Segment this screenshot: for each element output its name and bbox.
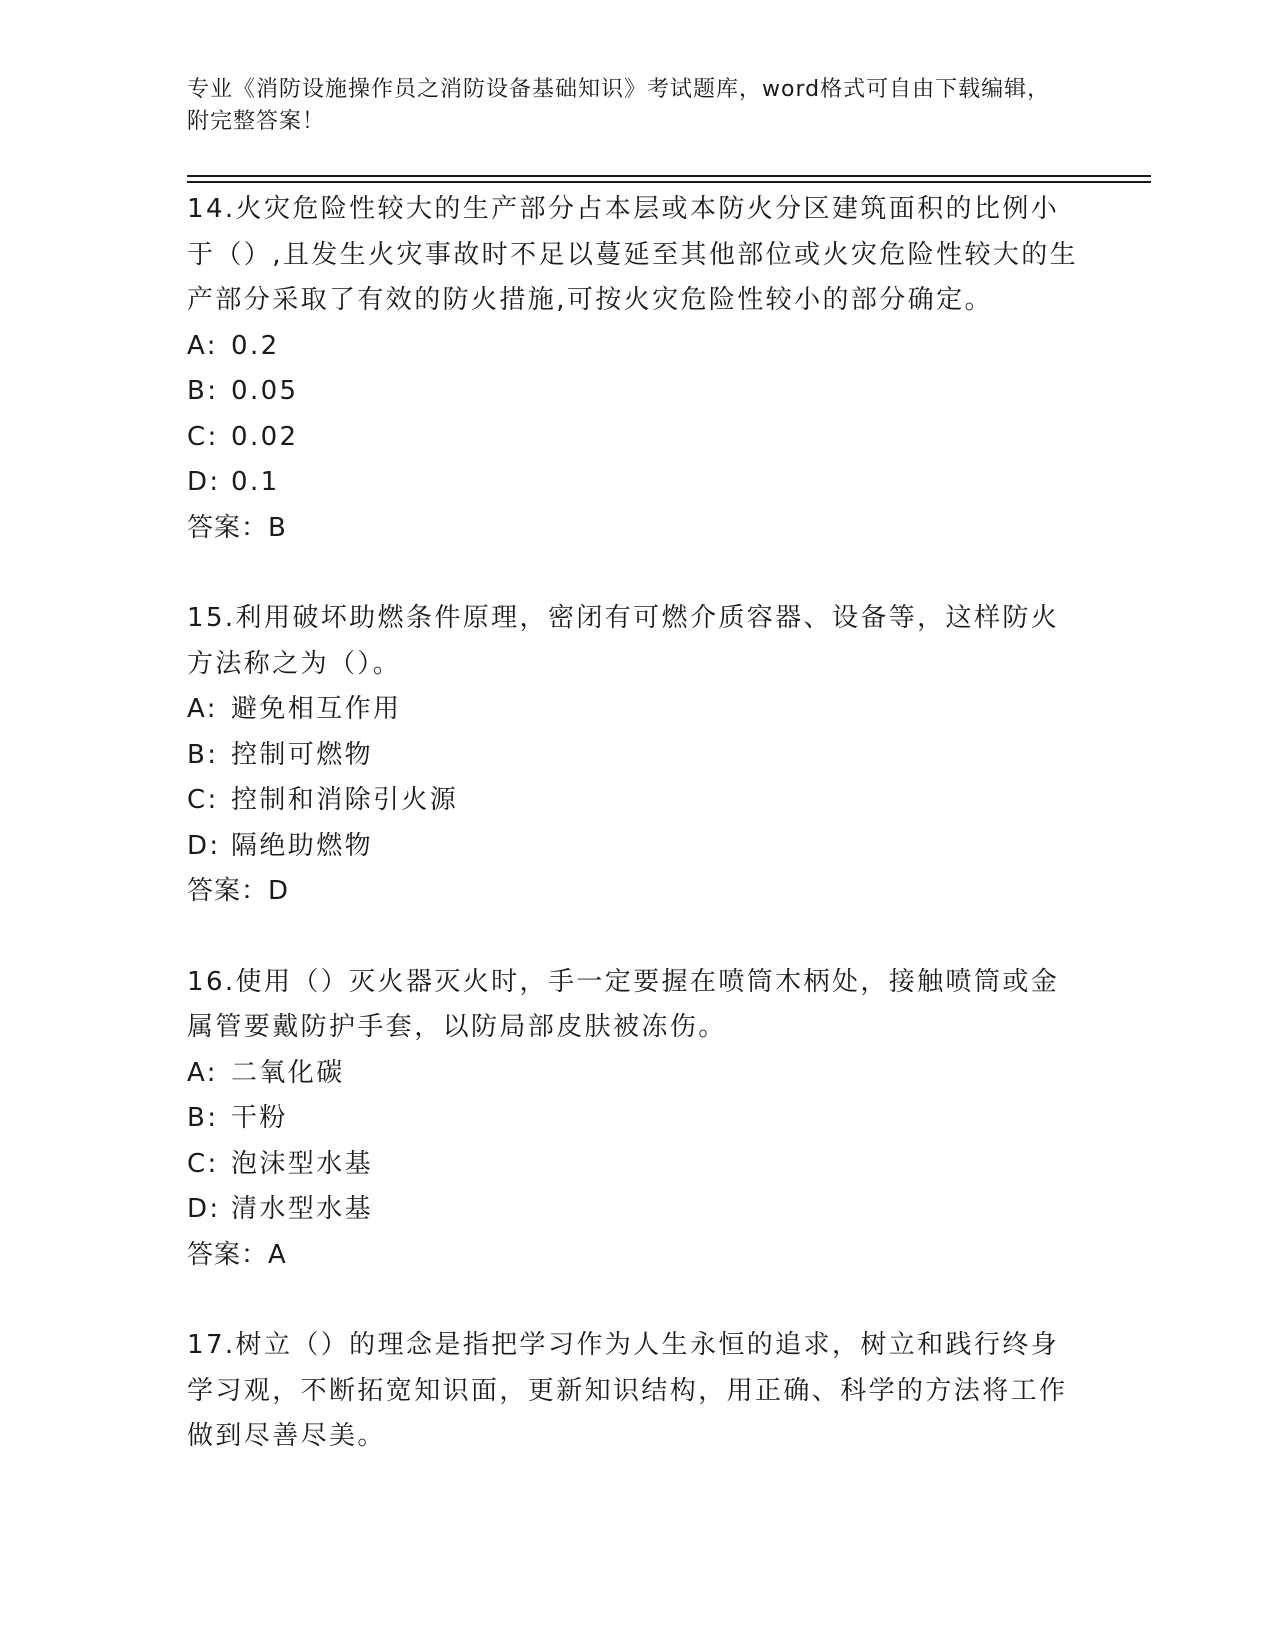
option-letter: C: bbox=[187, 785, 219, 815]
option-c bbox=[187, 778, 1087, 824]
document-header: 专业《消防设施操作员之消防设备基础知识》考试题库，word格式可自由下载编辑，附完整答案！ bbox=[187, 77, 1051, 134]
option-d bbox=[187, 460, 1087, 506]
question-15 bbox=[187, 596, 1087, 915]
option-letter: A: bbox=[187, 694, 218, 724]
option-letter: D: bbox=[187, 830, 221, 861]
question-17 bbox=[187, 1323, 1087, 1460]
option-c bbox=[187, 415, 1087, 461]
question-text: 15.利用破坏助燃条件原理，密闭有可燃介质容器、设备等，这样防火方法称之为（）。 bbox=[187, 603, 1060, 679]
option-c bbox=[187, 1142, 1087, 1188]
option-letter: B: bbox=[187, 1103, 219, 1133]
option-a bbox=[187, 1051, 1087, 1097]
answer: 答案：D bbox=[187, 876, 290, 906]
option-letter: B: bbox=[187, 376, 219, 406]
answer: 答案：B bbox=[187, 512, 287, 543]
spacer bbox=[187, 551, 1087, 596]
option-text: 隔绝助燃物 bbox=[231, 830, 374, 861]
option-text: 清水型水基 bbox=[231, 1194, 374, 1224]
option-text: 控制可燃物 bbox=[231, 739, 374, 770]
option-a bbox=[187, 324, 1087, 370]
option-letter: B: bbox=[187, 739, 219, 770]
option-text: 0.02 bbox=[231, 421, 299, 452]
option-text: 控制和消除引火源 bbox=[231, 785, 459, 815]
option-text: 泡沫型水基 bbox=[231, 1148, 374, 1179]
question-text: 14.火灾危险性较大的生产部分占本层或本防火分区建筑面积的比例小于（）,且发生火灾事故时不足以蔓延至其他部位或火灾危险性较大的生产部分采取了有效的防火措施,可按火灾危险性较小的部分确定。 bbox=[187, 194, 1079, 315]
option-letter: D: bbox=[187, 1194, 221, 1224]
question-14 bbox=[187, 187, 1087, 551]
option-text: 避免相互作用 bbox=[231, 694, 402, 724]
option-letter: A: bbox=[187, 330, 218, 361]
header-divider-bottom bbox=[187, 181, 1151, 183]
option-b bbox=[187, 1096, 1087, 1142]
option-letter: C: bbox=[187, 1148, 219, 1179]
option-a bbox=[187, 687, 1087, 733]
option-b bbox=[187, 733, 1087, 779]
question-text: 16.使用（）灭火器灭火时，手一定要握在喷筒木柄处，接触喷筒或金属管要戴防护手套，以防局部皮肤被冻伤。 bbox=[187, 966, 1060, 1042]
question-list bbox=[187, 187, 1087, 1460]
spacer bbox=[187, 915, 1087, 960]
question-text: 17.树立（）的理念是指把学习作为人生永恒的追求，树立和践行终身学习观，不断拓宽知识面，更新知识结构，用正确、科学的方法将工作做到尽善尽美。 bbox=[187, 1330, 1068, 1451]
option-b bbox=[187, 369, 1087, 415]
option-d bbox=[187, 824, 1087, 870]
question-16 bbox=[187, 960, 1087, 1279]
option-letter: A: bbox=[187, 1057, 218, 1088]
option-text: 0.2 bbox=[231, 330, 280, 361]
option-letter: D: bbox=[187, 467, 221, 497]
option-d bbox=[187, 1187, 1087, 1233]
option-text: 0.1 bbox=[231, 467, 280, 497]
option-text: 0.05 bbox=[231, 376, 299, 406]
header-divider-top bbox=[187, 175, 1151, 177]
option-letter: C: bbox=[187, 421, 219, 452]
answer: 答案：A bbox=[187, 1239, 287, 1270]
spacer bbox=[187, 1278, 1087, 1323]
option-text: 干粉 bbox=[231, 1103, 288, 1133]
option-text: 二氧化碳 bbox=[231, 1057, 345, 1088]
